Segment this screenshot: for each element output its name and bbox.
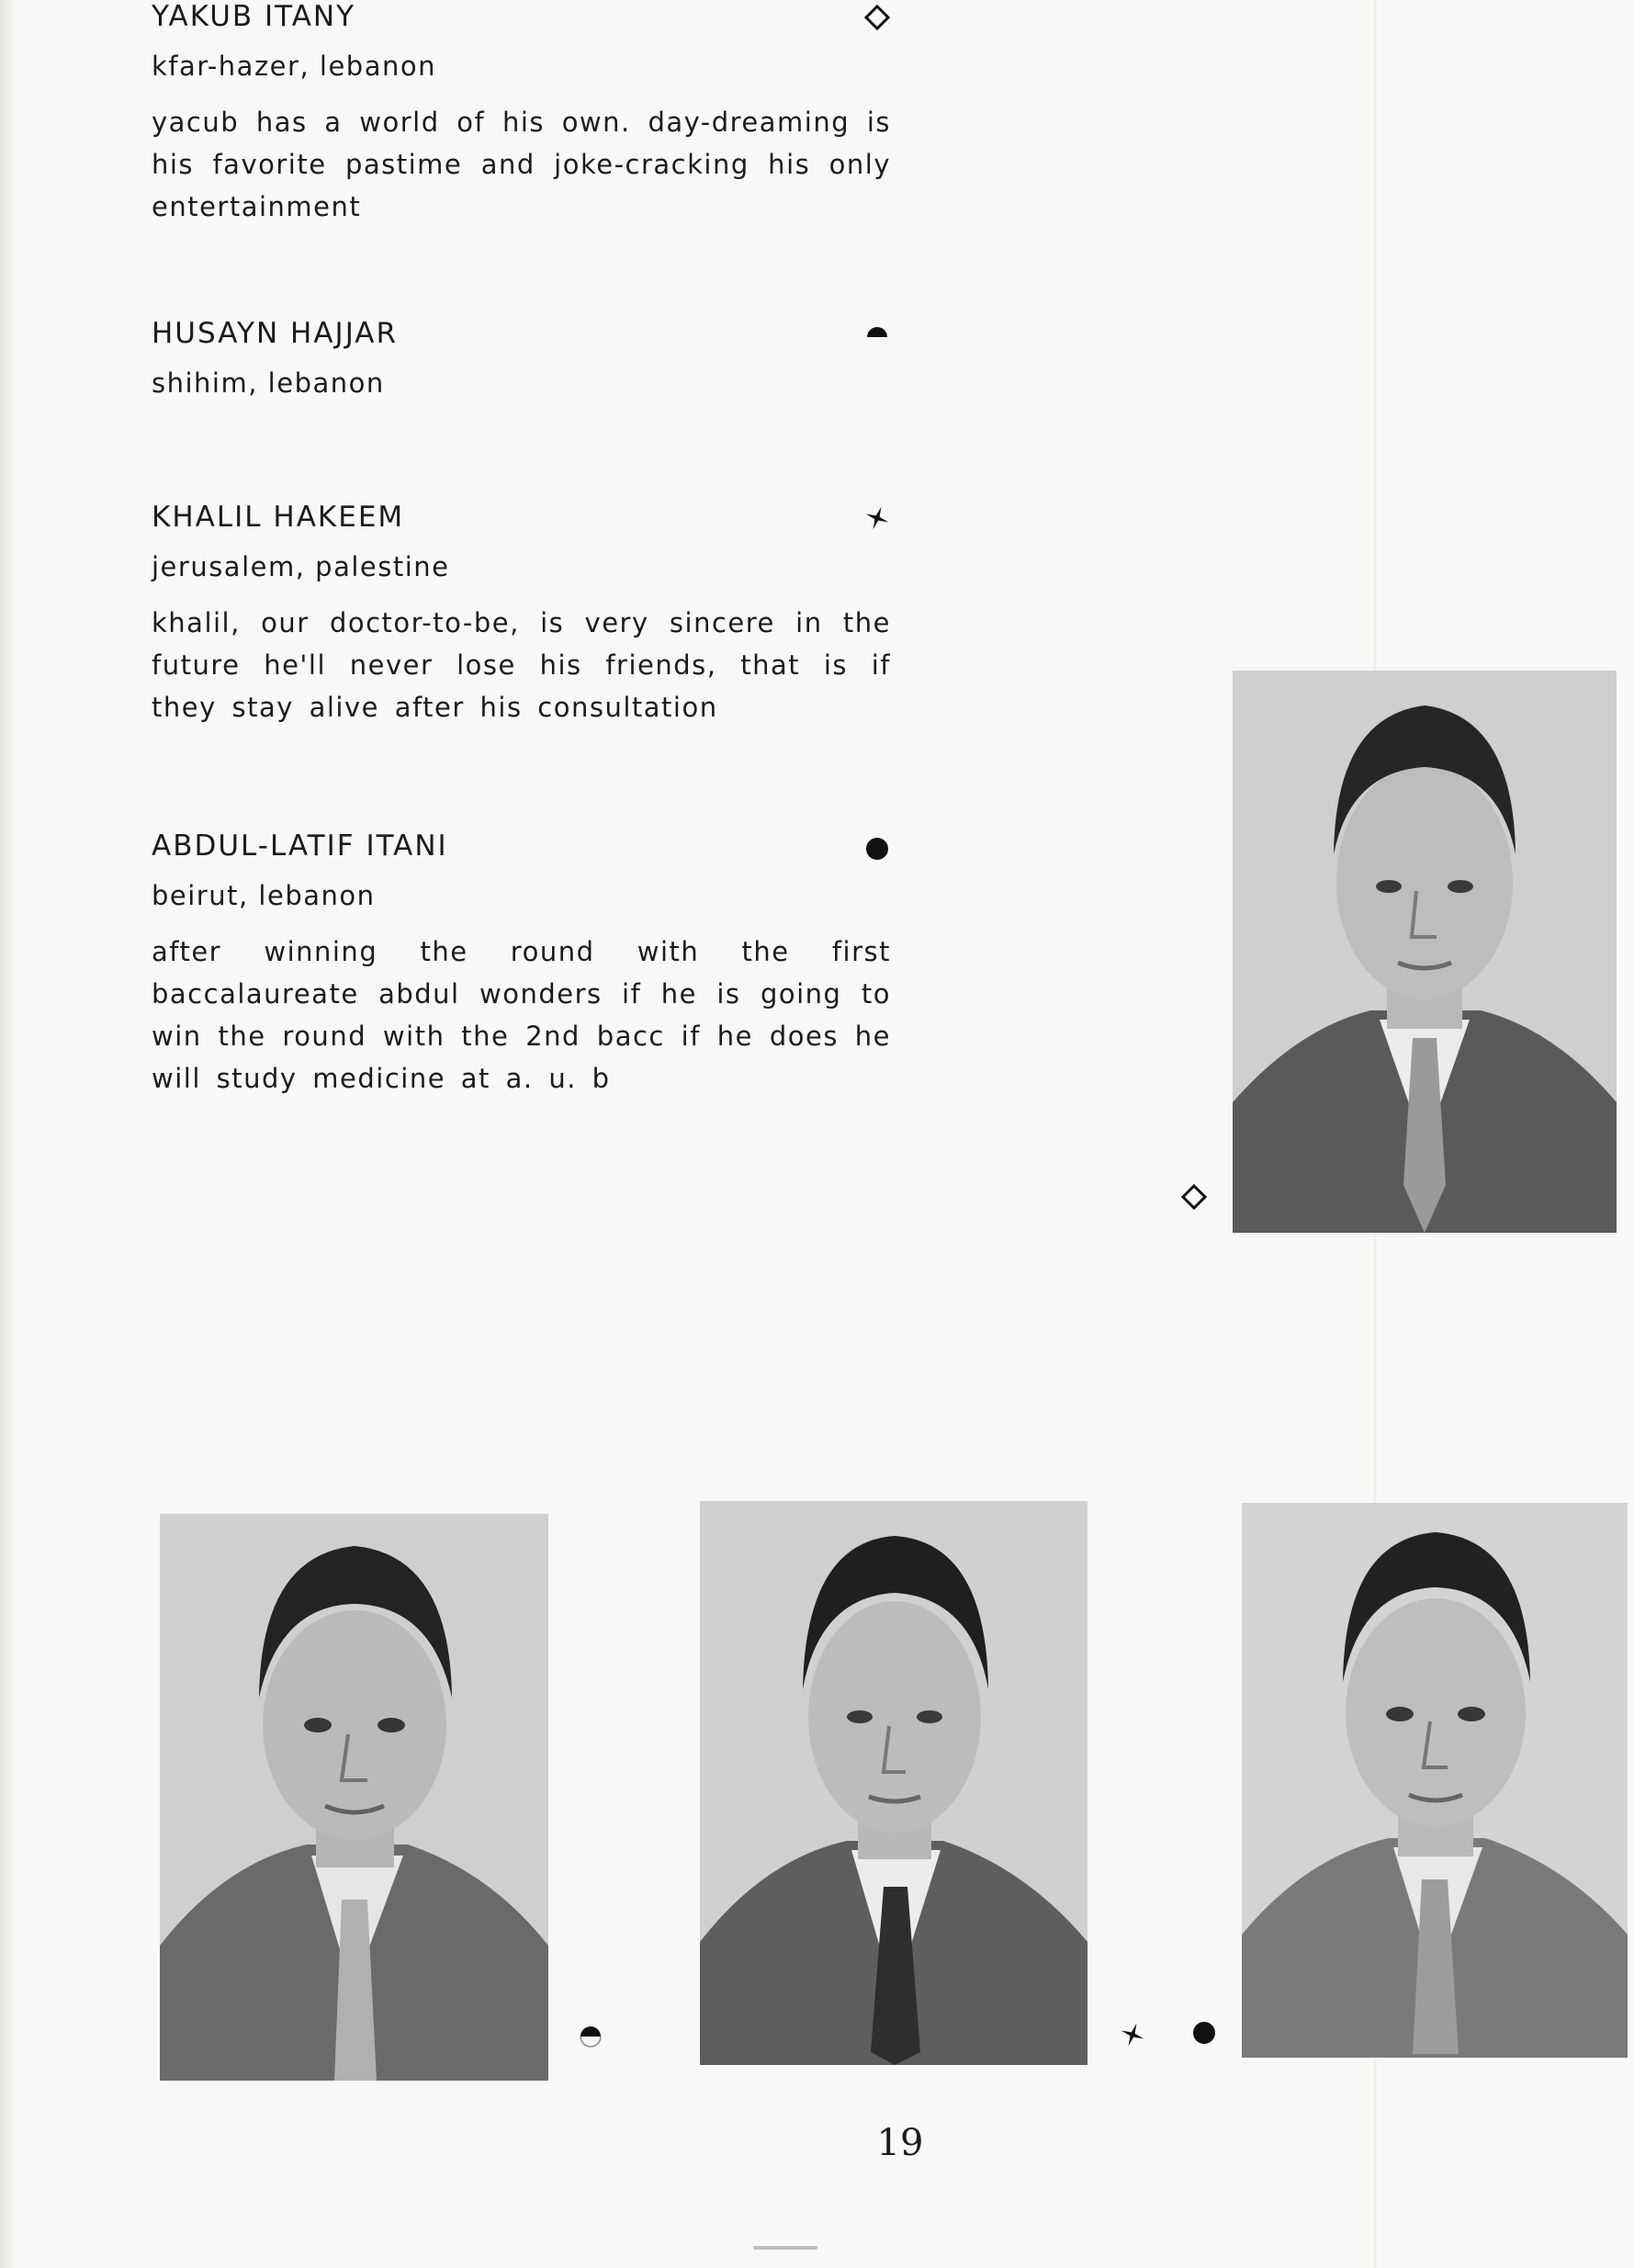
student-bio: yacub has a world of his own. day-dreaming is his favorite pastime and joke-cracking his only entertainment [152,107,891,222]
page-edge-shadow [0,0,17,2268]
student-name: KHALIL HAKEEM [152,501,405,534]
student-name: YAKUB ITANY [152,0,356,33]
half-circle-icon [863,321,891,348]
student-entry-yakub-itany [152,0,891,228]
four-point-star-icon [1119,2021,1146,2048]
four-point-star-icon [863,504,891,532]
student-portrait-photo [1233,671,1617,1233]
student-portrait-photo [1242,1503,1628,2058]
student-portrait-photo [700,1501,1087,2065]
student-entry-abdul-latif-itani [152,829,891,1100]
diamond-outline-icon [863,4,891,31]
student-name: HUSAYN HAJJAR [152,317,399,350]
student-hometown: kfar-hazer, lebanon [152,51,436,82]
diamond-outline-icon [1180,1183,1208,1211]
student-portrait-photo [160,1514,548,2081]
half-circle-icon [577,2024,604,2051]
student-bio: khalil, our doctor-to-be, is very sincere in the future he'll never lose his friends, that is if they stay alive after his consultation [152,607,891,723]
student-hometown: shihim, lebanon [152,367,385,399]
student-name: ABDUL-LATIF ITANI [152,829,448,863]
student-hometown: jerusalem, palestine [152,551,450,582]
student-hometown: beirut, lebanon [152,880,376,911]
filled-circle-icon [1190,2019,1218,2047]
student-entry-khalil-hakeem [152,501,891,728]
student-bio: after winning the round with the first baccalaureate abdul wonders if he is going to win the round with the 2nd bacc if he does he will study medicine at a. u. b [152,936,891,1094]
filled-circle-icon [863,833,891,861]
student-entry-husayn-hajjar [152,317,891,401]
print-smudge [753,2246,817,2250]
page-number: 19 [876,2122,924,2164]
